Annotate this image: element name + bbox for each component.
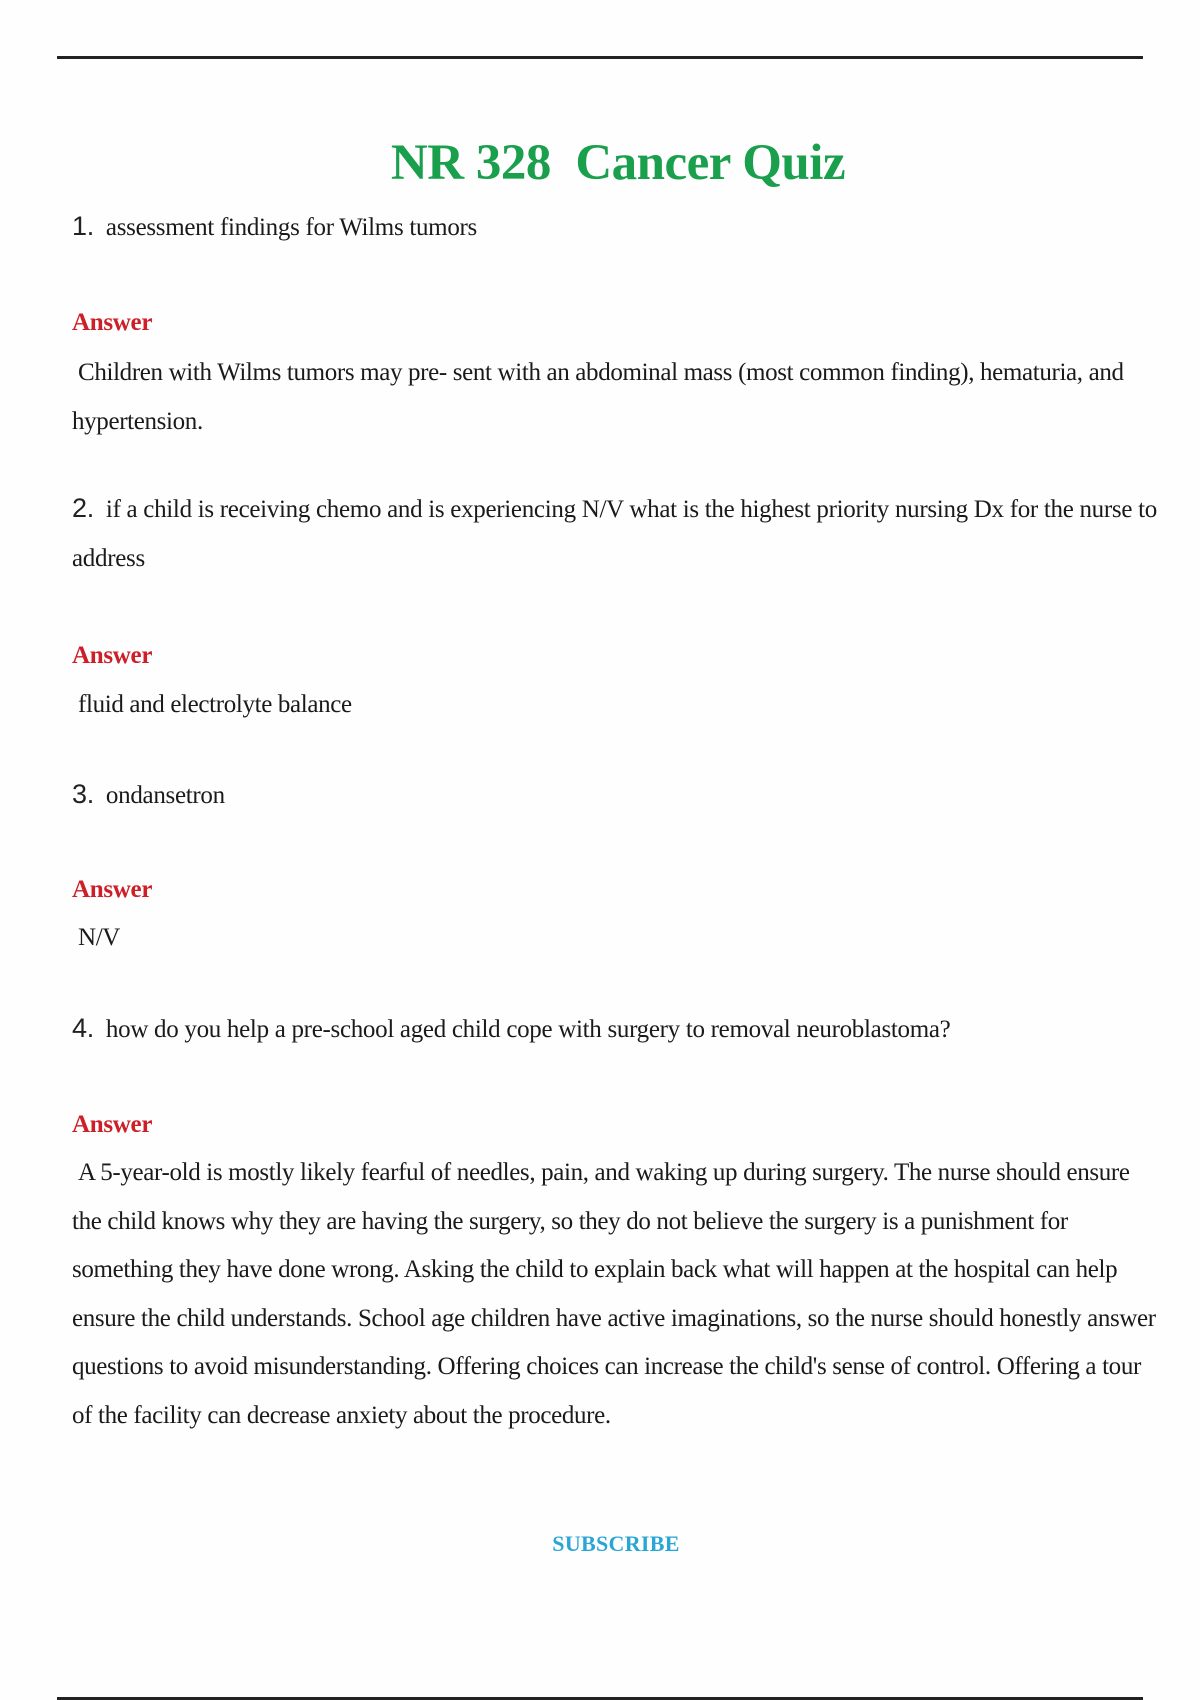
question-text: assessment findings for Wilms tumors bbox=[105, 214, 477, 241]
question-3 bbox=[72, 770, 1162, 820]
answer-label: Answer bbox=[72, 309, 153, 336]
question-1 bbox=[72, 202, 1162, 252]
question-2 bbox=[72, 484, 1182, 583]
question-text: how do you help a pre-school aged child cope with surgery to removal neuroblastoma? bbox=[105, 1016, 951, 1043]
answer-label: Answer bbox=[72, 876, 153, 903]
question-4 bbox=[72, 1004, 1162, 1054]
question-number: 3. bbox=[72, 779, 94, 809]
answer-text: A 5-year-old is mostly likely fearful of needles, pain, and waking up during surgery. The nurse should ensure the child knows why they are having the surgery, so they do not believe the surgery is a punishment for something they have done wrong. Asking the child to explain back what will happen at the hospital can help ensure the child understands. School age children have active imaginations, so the nurse should honestly answer questions to avoid misunderstanding. Offering choices can increase the child's sense of control. Offering a tour of the facility can decrease anxiety about the procedure. bbox=[72, 1159, 1156, 1429]
subscribe-link[interactable]: SUBSCRIBE bbox=[552, 1531, 680, 1556]
question-text: if a child is receiving chemo and is experiencing N/V what is the highest priority nursing Dx for the nurse to address bbox=[72, 496, 1157, 572]
question-number: 2. bbox=[72, 493, 94, 523]
top-divider bbox=[57, 56, 1143, 59]
answer-text: fluid and electrolyte balance bbox=[78, 691, 352, 718]
answer-text: N/V bbox=[78, 924, 121, 951]
answer-label: Answer bbox=[72, 642, 153, 669]
question-number: 4. bbox=[72, 1013, 94, 1043]
answer-text: Children with Wilms tumors may pre- sent with an abdominal mass (most common finding), hematuria, and hypertension. bbox=[72, 359, 1124, 435]
question-text: ondansetron bbox=[105, 782, 225, 809]
question-number: 1. bbox=[72, 211, 94, 241]
page-title: NR 328 Cancer Quiz bbox=[390, 135, 846, 192]
answer-label: Answer bbox=[72, 1111, 153, 1138]
